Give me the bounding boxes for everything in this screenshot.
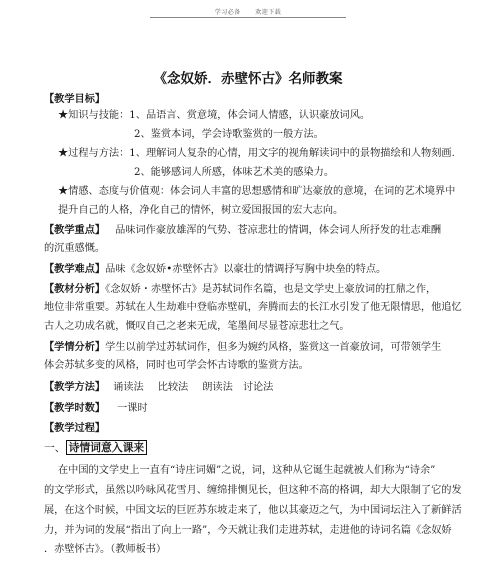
material-line-3: 古人之功成名就，慨叹自己之老来无成，笔墨间尽显苍凉悲壮之气。 — [44, 321, 350, 332]
difficulties-text: 品味《念奴娇•赤壁怀古》以豪壮的情调抒写胸中块垒的特点。 — [105, 264, 387, 275]
hours-text: 一课时 — [117, 403, 148, 414]
key-points-label: 【教学重点】 — [44, 224, 106, 236]
objective-line-4: 2、能够感词人所感，体味艺术美的感染力。 — [134, 167, 335, 178]
material-text-1: 《念奴娇・赤壁怀古》是苏轼词作名篇，也是文学史上豪放词的扛鼎之作， — [105, 284, 437, 295]
hours-label: 【教学时数】 — [44, 402, 106, 414]
objective-line-1: ★知识与技能：1、品语言、赏意境，体会词人情感，认识豪放词风。 — [58, 110, 371, 121]
header-rule — [150, 17, 346, 18]
objective-line-5: ★情感、态度与价值观：体会词人丰富的思想感情和旷达豪放的意境，在词的艺术境界中 — [58, 186, 456, 197]
methods-line — [44, 380, 456, 395]
intro-line-4: 力，并为词的发展“指出了向上一路”，今天就让我们走进苏轼，走进他的诗词名篇《念奴娇 — [44, 525, 452, 536]
material-label: 【教材分析】 — [44, 283, 106, 295]
material-line-2: 地位非常重要。苏轼在人生劫难中登临赤壁矶，奔腾而去的长江水引发了他无限情思，他追忆 — [44, 302, 462, 313]
material-line-1 — [44, 282, 456, 297]
students-label: 【学情分析】 — [44, 341, 106, 353]
objective-line-3: ★过程与方法：1、理解词人复杂的心情，用文字的视角解读词中的景物描绘和人物刻画. — [58, 148, 455, 159]
section-1-title: 诗情词意入课来 — [66, 440, 148, 455]
header-left-text: 学习必备 — [214, 9, 241, 16]
section-1-number: 一、 — [44, 441, 66, 454]
students-line-2: 体会苏轼多变的风格，同时也可学会怀古诗歌的鉴赏方法。 — [44, 360, 309, 371]
students-line-1 — [44, 340, 456, 355]
method-item: 朗读法 — [202, 382, 233, 393]
key-points-line-1 — [44, 223, 456, 238]
objective-line-6: 提升自己的人格，净化自己的情怀，树立爱国报国的宏大志向。 — [58, 205, 344, 216]
intro-line-5: ．赤壁怀古》。（教师板书） — [44, 544, 167, 555]
objectives-heading: 【教学目标】 — [44, 93, 106, 105]
objective-line-2: 2、鉴赏本词，学会诗歌鉴赏的一般方法。 — [134, 129, 324, 140]
difficulties-line — [44, 262, 456, 277]
section-1-heading — [44, 441, 456, 455]
intro-line-3: 展，在这个时候，中国文坛的巨匠苏东坡走来了，他以其豪迈之气，为中国词坛注入了新鲜活 — [44, 505, 462, 516]
page-header — [0, 7, 496, 16]
header-right-text: 欢迎下载 — [255, 9, 282, 16]
difficulties-label: 【教学难点】 — [44, 263, 106, 275]
method-item: 诵读法 — [113, 382, 144, 393]
process-heading: 【教学过程】 — [44, 422, 106, 434]
document-title: 《念奴娇．赤壁怀古》名师教案 — [153, 71, 343, 87]
key-points-line-2: 的沉重感慨。 — [44, 243, 106, 254]
methods-label: 【教学方法】 — [44, 381, 106, 393]
students-text-1: 学生以前学过苏轼词作，但多为婉约风格，鉴赏这一首豪放词，可带领学生 — [105, 342, 442, 353]
intro-line-1: 在中国的文学史上一直有“诗庄词媚”之说，词，这种从它诞生起就被人们称为“诗余” — [58, 465, 436, 476]
hours-line — [44, 401, 456, 416]
intro-line-2: 的文学形式，虽然以吟咏风花雪月、缠绵排恻见长，但这种不高的格调，却大大限制了它的发 — [44, 485, 462, 496]
method-item: 讨论法 — [242, 382, 274, 393]
method-item: 比较法 — [157, 382, 189, 393]
key-points-text: 品味词作豪放雄浑的气势、苍凉悲壮的情调，体会词人所抒发的壮志难酬 — [115, 225, 442, 236]
